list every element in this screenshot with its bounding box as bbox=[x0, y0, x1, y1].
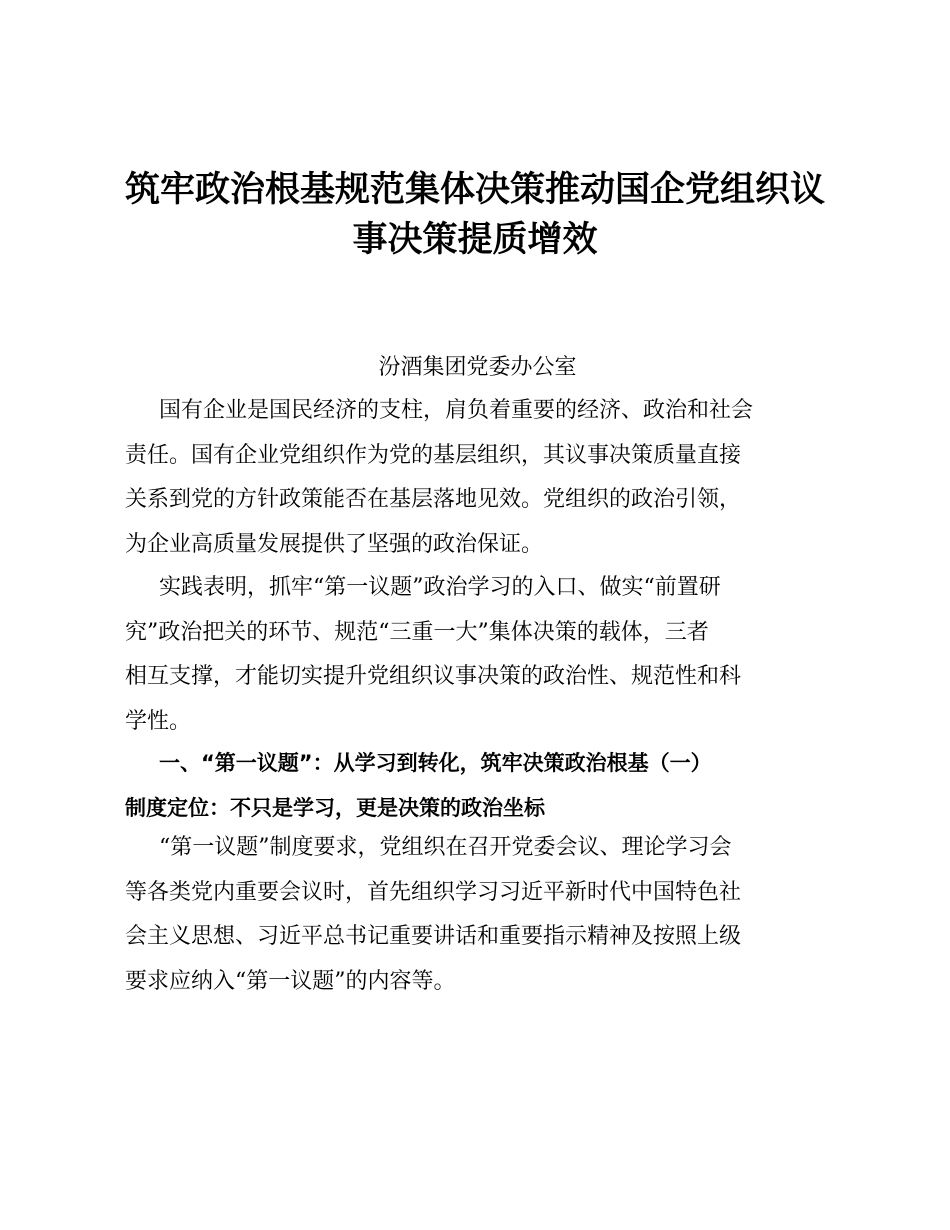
heading-line: 一、“第一议题”：从学习到转化，筑牢决策政治根基（一） bbox=[159, 751, 712, 775]
section-heading-1 bbox=[125, 741, 830, 830]
paragraph-line: 要求应纳入“第一议题”的内容等。 bbox=[125, 968, 456, 994]
document-title bbox=[120, 165, 830, 265]
paragraph-line: 为企业高质量发展提供了坚强的政治保证。 bbox=[125, 531, 544, 557]
paragraph-line: 会主义思想、习近平总书记重要讲话和重要指示精神及按照上级 bbox=[125, 924, 742, 949]
paragraph-line: 实践表明，抓牢“第一议题”政治学习的入口、做实“前置研 bbox=[159, 575, 721, 600]
heading-line: 制度定位：不只是学习，更是决策的政治坐标 bbox=[125, 795, 545, 820]
paragraph-line: 相互支撑，才能切实提升党组织议事决策的政治性、规范性和科 bbox=[125, 664, 742, 689]
paragraph-line: 关系到党的方针政策能否在基层落地见效。党组织的政治引领， bbox=[125, 487, 742, 512]
paragraph-line: 国有企业是国民经济的支柱，肩负着重要的经济、政治和社会 bbox=[159, 398, 754, 423]
paragraph-first-topic bbox=[125, 826, 830, 1004]
paragraph-intro bbox=[125, 389, 830, 567]
title-line-1: 筑牢政治根基规范集体决策推动国企党组织议 bbox=[124, 169, 825, 210]
paragraph-practice bbox=[125, 566, 830, 744]
paragraph-line: 学性。 bbox=[125, 708, 192, 734]
title-line-2: 事决策提质增效 bbox=[352, 219, 598, 260]
paragraph-line: 等各类党内重要会议时，首先组织学习习近平新时代中国特色社 bbox=[125, 879, 742, 905]
paragraph-line: 究”政治把关的环节、规范“三重一大”集体决策的载体，三者 bbox=[125, 619, 709, 645]
paragraph-line: “第一议题”制度要求，党组织在召开党委会议、理论学习会 bbox=[159, 835, 732, 860]
paragraph-line: 责任。国有企业党组织作为党的基层组织，其议事决策质量直接 bbox=[125, 442, 742, 468]
author-line: 汾酒集团党委办公室 bbox=[378, 355, 577, 380]
